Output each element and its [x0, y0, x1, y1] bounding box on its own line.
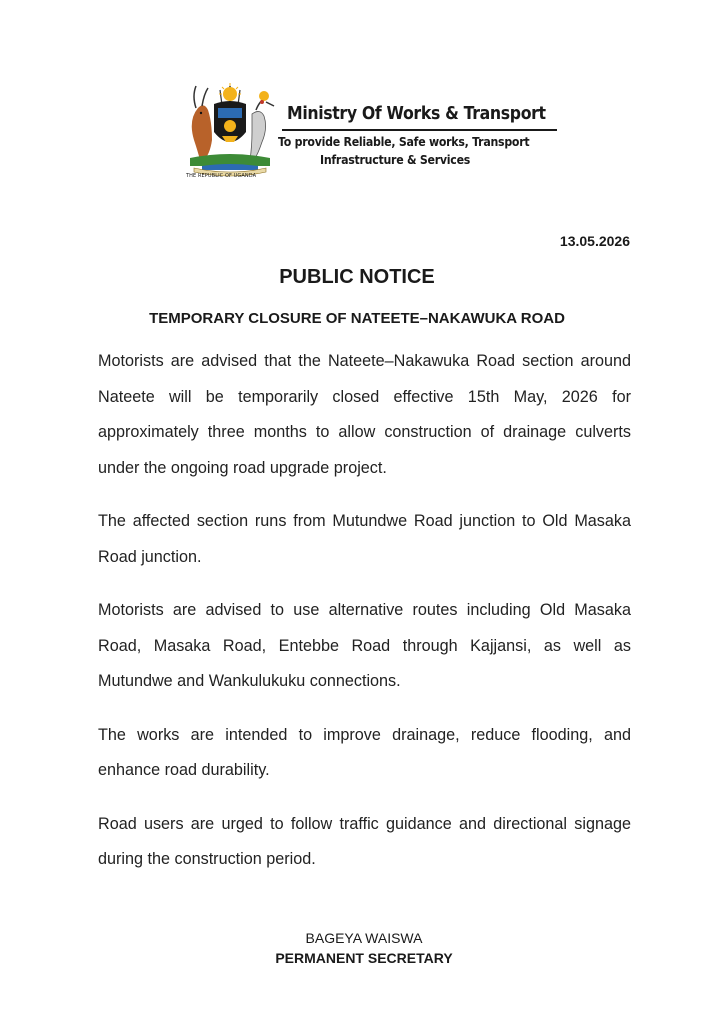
body-paragraph: The works are intended to improve drainage, reduce flooding, and enhance road durability. [98, 725, 631, 779]
letterhead-divider [282, 129, 557, 131]
coat-of-arms-icon [182, 80, 278, 184]
signature-block [0, 928, 714, 968]
signatory-title: PERMANENT SECRETARY [275, 950, 453, 966]
notice-body [98, 344, 631, 896]
body-paragraph: Motorists are advised to use alternative routes including Old Masaka Road, Masaka Road, Entebbe Road through Kajjansi, as well as Mutundwe and Wankulukuku connections. [98, 601, 631, 690]
ministry-tagline-line-1: To provide Reliable, Safe works, Transport [278, 134, 530, 149]
body-paragraph: Motorists are advised that the Nateete–Nakawuka Road section around Nateete will be temporarily closed effective 15th May, 2026 for approximately three months to allow construction of drainage culverts under the ongoing road upgrade project. [98, 352, 631, 477]
body-paragraph: The affected section runs from Mutundwe Road junction to Old Masaka Road junction. [98, 512, 631, 566]
notice-date: 13.05.2026 [559, 233, 630, 249]
body-paragraph: Road users are urged to follow traffic guidance and directional signage during the construction period. [98, 814, 631, 868]
ministry-name: Ministry Of Works & Transport [287, 104, 546, 124]
crest-caption: THE REPUBLIC OF UGANDA [186, 173, 257, 179]
letterhead [182, 80, 562, 185]
signatory-name: BAGEYA WAISWA [305, 930, 423, 946]
notice-subtitle: TEMPORARY CLOSURE OF NATEETE–NAKAWUKA ROAD [149, 310, 565, 327]
notice-title: PUBLIC NOTICE [279, 266, 435, 288]
ministry-tagline-line-2: Infrastructure & Services [320, 152, 471, 167]
